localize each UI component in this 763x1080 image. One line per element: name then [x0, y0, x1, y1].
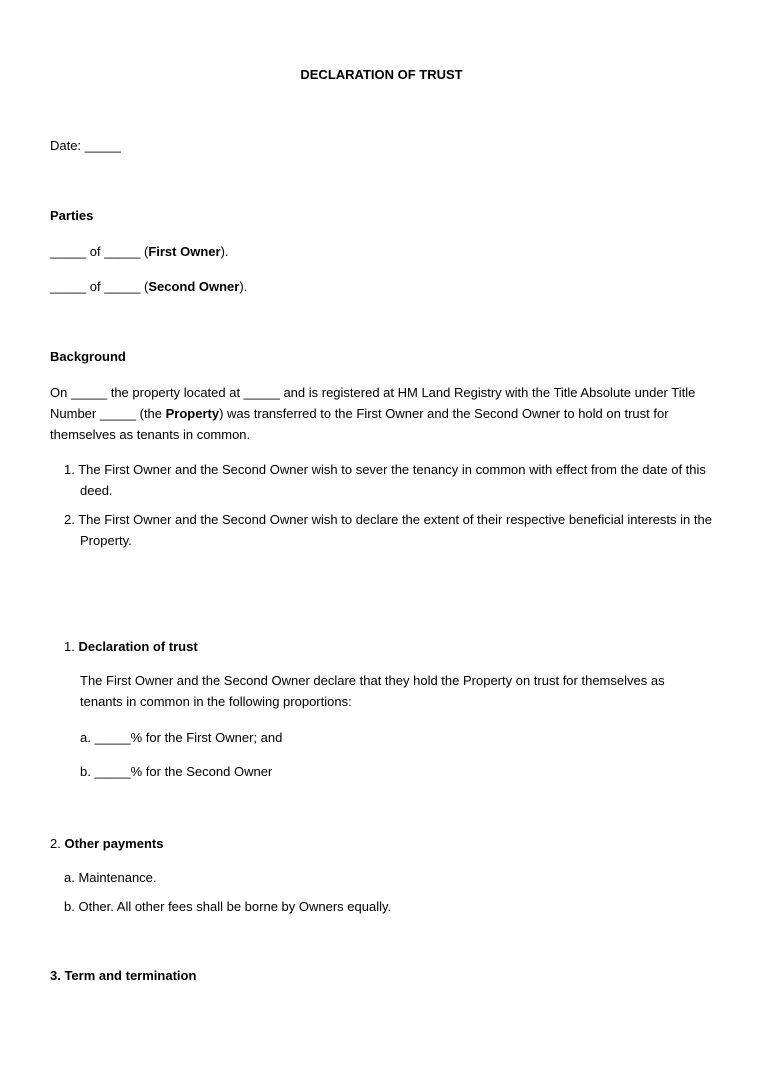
section2-item-text: Maintenance. [78, 870, 157, 885]
party-first-role: First Owner [148, 244, 221, 259]
section1-item-label: b. [80, 764, 91, 779]
background-item [64, 509, 720, 551]
background-item-number: 1. [64, 462, 75, 477]
background-intro-bold: Property [165, 406, 220, 421]
section2-item-text: Other. All other fees shall be borne by Owners equally. [78, 899, 392, 914]
party-second-owner [50, 276, 247, 297]
section2-item [64, 896, 391, 917]
party-second-prefix: _____ of _____ ( [50, 279, 149, 294]
section1-number: 1. [64, 639, 75, 654]
party-first-suffix: ). [220, 244, 229, 259]
section1-item-text: _____% for the First Owner; and [94, 730, 283, 745]
background-intro [50, 382, 710, 445]
section3-heading: 3. Term and termination [50, 968, 197, 983]
section1-item [80, 727, 282, 748]
date-line: Date: _____ [50, 138, 121, 153]
section1-title: Declaration of trust [78, 639, 198, 654]
section2-item-label: a. [64, 870, 75, 885]
background-intro-part1: On _____ the property located at _____ and is registered at HM Land Registry with the Title Absolute under Title Number _____ (the [50, 385, 696, 421]
background-item-number: 2. [64, 512, 75, 527]
section2-number: 2. [50, 836, 61, 851]
parties-heading: Parties [50, 208, 94, 223]
party-first-prefix: _____ of _____ ( [50, 244, 149, 259]
section2-heading [50, 833, 163, 854]
section2-title: Other payments [64, 836, 164, 851]
section2-item [64, 867, 157, 888]
party-first-owner [50, 241, 229, 262]
document-title: DECLARATION OF TRUST [300, 67, 463, 82]
background-item-text: The First Owner and the Second Owner wish to sever the tenancy in common with effect from the date of this deed. [78, 462, 706, 498]
background-item-text: The First Owner and the Second Owner wish to declare the extent of their respective beneficial interests in the Property. [78, 512, 712, 548]
background-intro-part2: ) was transferred to the First Owner and the Second Owner to hold on trust for themselves as tenants in common. [50, 406, 669, 442]
background-heading: Background [50, 349, 126, 364]
section1-body: The First Owner and the Second Owner declare that they hold the Property on trust for themselves as tenants in common in the following proportions: [80, 673, 665, 709]
section1-item [80, 761, 272, 782]
section2-item-label: b. [64, 899, 75, 914]
background-item [64, 459, 720, 501]
section1-item-text: _____% for the Second Owner [94, 764, 273, 779]
section1-heading [64, 636, 198, 657]
party-second-role: Second Owner [148, 279, 240, 294]
section1-item-label: a. [80, 730, 91, 745]
party-second-suffix: ). [239, 279, 248, 294]
